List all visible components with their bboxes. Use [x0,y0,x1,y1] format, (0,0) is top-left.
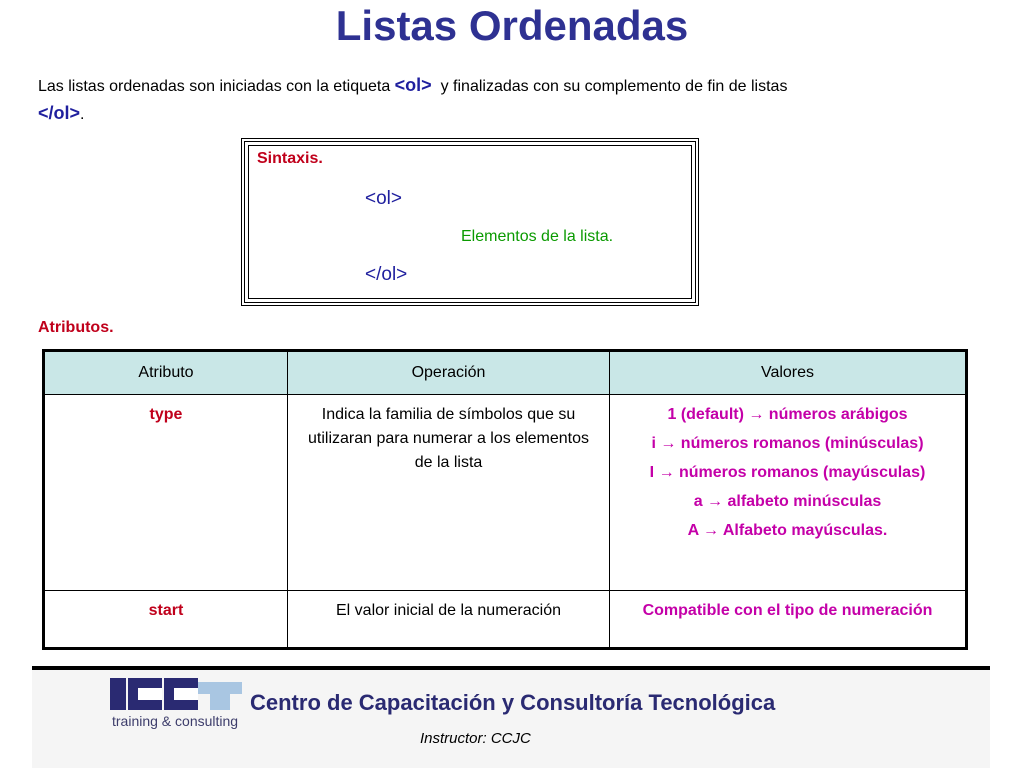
value-item: Compatible con el tipo de numeración [642,602,933,619]
table-header-row [44,351,967,395]
attr-type: type [44,395,288,591]
value-item: 1 (default) → números arábigos [667,406,908,423]
operation-type: Indica la familia de símbolos que su utilizaran para numerar a los elementos de la lista [288,395,610,591]
table-row [44,395,967,591]
intro-paragraph [38,72,988,128]
value-item: A → Alfabeto mayúsculas. [687,522,888,539]
header-valores: Valores [610,351,967,395]
header-atributo: Atributo [44,351,288,395]
operation-start: El valor inicial de la numeración [288,591,610,649]
attributes-table [42,349,968,650]
syntax-label: Sintaxis. [257,150,323,167]
table-row [44,591,967,649]
value-item: a → alfabeto minúsculas [693,493,882,510]
intro-text-1: Las listas ordenadas son iniciadas con la etiqueta [38,78,395,95]
syntax-close-tag: </ol> [365,264,408,285]
attr-start: start [44,591,288,649]
instructor-label: Instructor: CCJC [420,730,531,747]
value-item: I → números romanos (mayúsculas) [649,464,926,481]
intro-text-3: . [80,106,85,123]
values-type [610,395,967,591]
intro-open-tag: <ol> [394,75,432,95]
logo-subtitle: training & consulting [112,713,239,729]
value-item: i → números romanos (minúsculas) [651,435,924,452]
header-operacion: Operación [288,351,610,395]
page-title: Listas Ordenadas [335,2,689,49]
intro-close-tag: </ol> [38,103,81,123]
organization-name: Centro de Capacitación y Consultoría Tecnológica [250,690,776,715]
values-start [610,591,967,649]
intro-text-2: y finalizadas con su complemento de fin de listas [431,78,788,95]
syntax-items: Elementos de la lista. [461,228,614,245]
syntax-open-tag: <ol> [365,188,402,209]
attributes-heading: Atributos. [38,319,114,336]
